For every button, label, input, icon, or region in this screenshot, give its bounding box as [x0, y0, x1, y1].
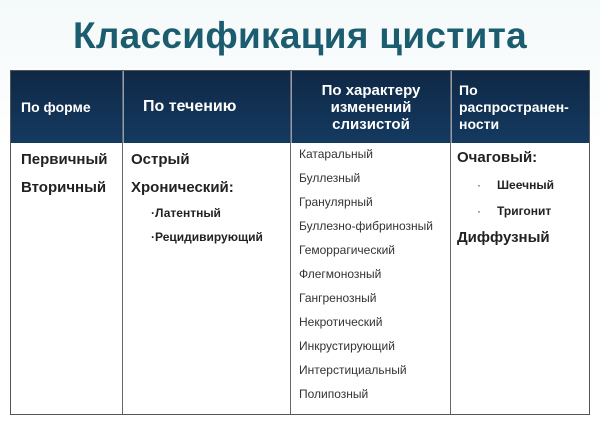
- mucosa-item: Флегмонозный: [299, 267, 382, 281]
- spread-focal: Очаговый:: [457, 149, 538, 166]
- header-course: По течению: [143, 98, 237, 115]
- mucosa-item: Гангренозный: [299, 291, 377, 305]
- mucosa-item: Полипозный: [299, 387, 369, 401]
- mucosa-item: Геморрагический: [299, 243, 395, 257]
- form-column: [11, 143, 122, 414]
- spread-focal-item: Шеечный: [497, 178, 554, 192]
- bullet: ·: [477, 178, 481, 192]
- header-divider: [123, 71, 124, 143]
- form-item: Вторичный: [21, 179, 107, 196]
- mucosa-item: Некротический: [299, 315, 383, 329]
- header-spread-label: По распространен-ности: [459, 81, 569, 132]
- table-header: [11, 71, 589, 143]
- spread-column: [451, 143, 589, 414]
- mucosa-item: Буллезно-фибринозный: [299, 219, 434, 233]
- header-divider: [451, 71, 452, 143]
- header-spread: [451, 71, 589, 143]
- mucosa-item: Буллезный: [299, 171, 361, 185]
- course-subtype: ·Рецидивирующий: [151, 230, 263, 244]
- form-item: Первичный: [21, 151, 108, 168]
- mucosa-item: Катаральный: [299, 147, 373, 161]
- course-subtype: ·Латентный: [151, 206, 221, 220]
- page-title: Классификация цистита: [72, 15, 528, 56]
- bullet: ·: [477, 204, 481, 218]
- header-mucosa-label: По характеру изменений слизистой: [321, 81, 421, 133]
- spread-diffuse: Диффузный: [457, 229, 550, 246]
- mucosa-item: Интерстициальный: [299, 363, 407, 377]
- header-mucosa: [291, 71, 451, 143]
- classification-table: [10, 70, 590, 415]
- course-chronic: Хронический:: [131, 179, 234, 196]
- spread-focal-item: Тригонит: [497, 204, 552, 218]
- mucosa-item: Гранулярный: [299, 195, 373, 209]
- mucosa-column: [291, 143, 450, 414]
- header-form: По форме: [21, 99, 91, 115]
- course-acute: Острый: [131, 151, 190, 168]
- course-column: [123, 143, 290, 414]
- mucosa-item: Инкрустирующий: [299, 339, 395, 353]
- header-divider: [291, 71, 292, 143]
